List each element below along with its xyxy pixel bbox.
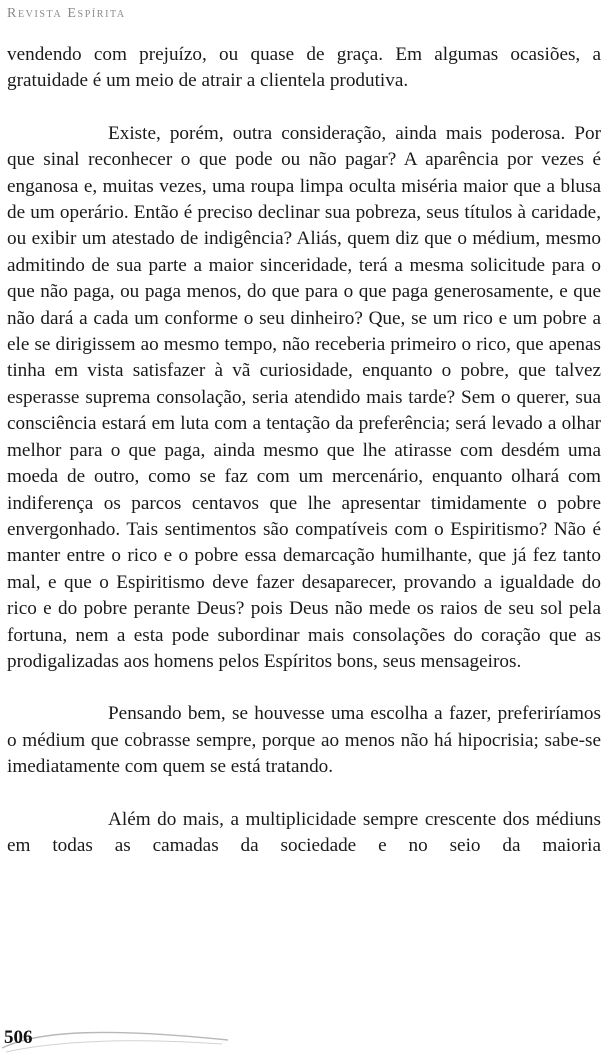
running-header: Revista Espírita bbox=[7, 6, 126, 21]
body-text bbox=[7, 42, 601, 859]
paragraph: Existe, porém, outra consideração, ainda mais poderosa. Por que sinal reconhecer o que pode ou não pagar? A aparência por vezes é enganosa e, muitas vezes, uma roupa limpa oculta miséria maior que a blusa de um operário. Então é preciso declinar sua pobreza, seus títulos à caridade, ou exibir um atestado de indigência? Aliás, quem diz que o médium, mesmo admitindo de sua parte a maior sinceridade, terá a mesma solicitude para o que não paga, ou paga menos, do que para o que paga generosamente, e que não dará a cada um conforme o seu dinheiro? Que, se um rico e um pobre a ele se dirigissem ao mesmo tempo, não receberia primeiro o rico, que apenas tinha em vista satisfazer à vã curiosidade, enquanto o pobre, que talvez esperasse suprema consolação, seria atendido mais tarde? Sem o querer, sua consciência estará em luta com a tentação da preferência; será levado a olhar melhor para o que paga, ainda mesmo que lhe atirasse com desdém uma moeda de outro, como se faz com um mercenário, enquanto olhará com indiferença os parcos centavos que lhe apresentar timidamente o pobre envergonhado. Tais sentimentos são compatíveis com o Espiritismo? Não é manter entre o rico e o pobre essa demarcação humilhante, que já fez tanto mal, e que o Espiritismo deve fazer desaparecer, provando a igualdade do rico e do pobre perante Deus? pois Deus não mede os raios de seu sol pela fortuna, nem a esta pode subordinar mais consolações do coração que as prodigalizadas aos homens pelos Espíritos bons, seus mensageiros. bbox=[7, 122, 601, 672]
footer-swoosh-ornament bbox=[0, 1018, 230, 1056]
page-number: 506 bbox=[4, 1027, 33, 1048]
paragraph-continues-next-page: Além do mais, a multiplicidade sempre crescente dos médiuns em todas as camadas da sociedade e no seio da maioria bbox=[7, 808, 601, 856]
paragraph-continued: vendendo com prejuízo, ou quase de graça. Em algumas ocasiões, a gratuidade é um meio de atrair a clientela produtiva. bbox=[7, 44, 601, 92]
paragraph: Pensando bem, se houvesse uma escolha a fazer, preferiríamos o médium que cobrasse sempre, porque ao menos não há hipocrisia; sabe-se imediatamente com quem se está tratando. bbox=[7, 703, 601, 778]
